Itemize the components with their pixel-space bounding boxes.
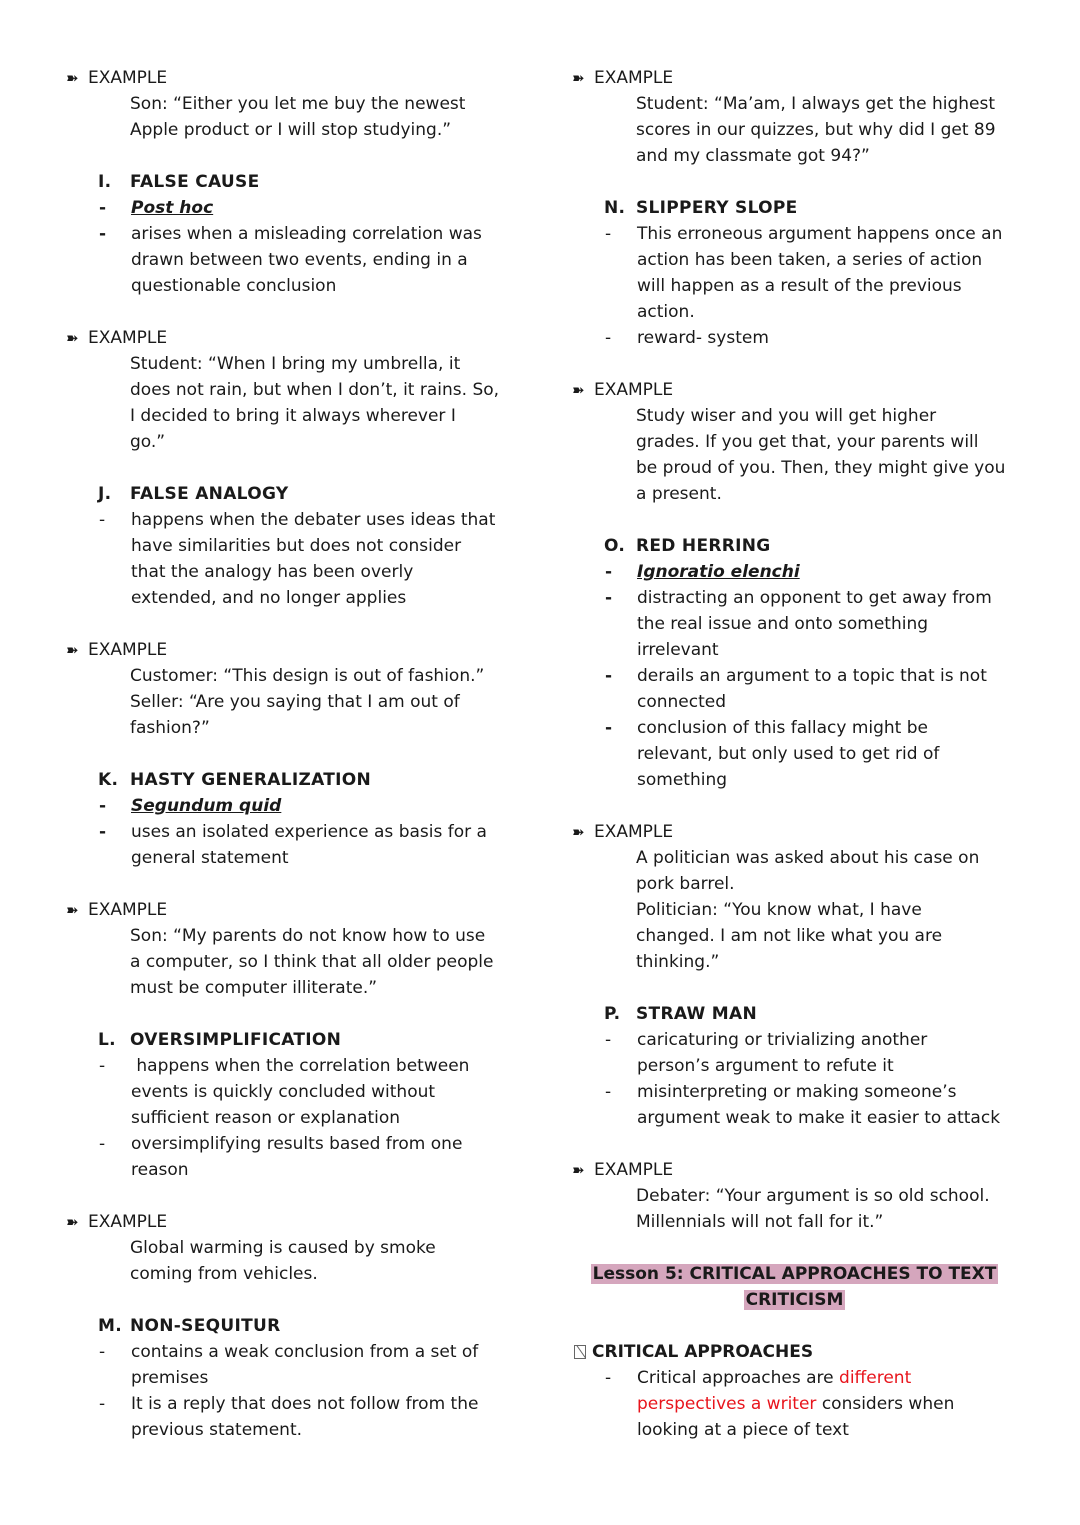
highlighted-text: different xyxy=(839,1368,912,1388)
bullet-line: argument weak to make it easier to attack xyxy=(637,1108,1001,1128)
bullet-line: contains a weak conclusion from a set of xyxy=(131,1342,479,1362)
bullet-line: looking at a piece of text xyxy=(637,1420,849,1440)
item-letter: J. xyxy=(98,484,112,504)
example-line: and my classmate got 94?” xyxy=(636,146,870,166)
bullet: - derails an argument to a topic that is not connected xyxy=(572,663,1032,715)
example-label: EXAMPLE xyxy=(594,68,674,88)
example-line: a present. xyxy=(636,484,722,504)
bullet-line xyxy=(637,1391,1032,1417)
example-line: Student: “When I bring my umbrella, it xyxy=(130,354,461,374)
example-line: Son: “Either you let me buy the newest xyxy=(130,94,466,114)
left-column xyxy=(66,65,526,1443)
bullet-line: events is quickly concluded without xyxy=(131,1082,436,1102)
example-label: EXAMPLE xyxy=(88,900,168,920)
bullet-line: that the analogy has been overly xyxy=(131,562,414,582)
double-arrow-right-icon: ➽ xyxy=(572,69,582,87)
bullet-line: distracting an opponent to get away from xyxy=(637,588,992,608)
bullet-line: the real issue and onto something xyxy=(637,614,929,634)
bullet: - oversimplifying results based from one reason xyxy=(66,1131,526,1183)
latin-term: - Post hoc xyxy=(66,195,526,221)
bullet-line: sufficient reason or explanation xyxy=(131,1108,401,1128)
example-body xyxy=(66,351,526,455)
example-line: Seller: “Are you saying that I am out of xyxy=(130,692,460,712)
example-line: Millennials will not fall for it.” xyxy=(636,1212,884,1232)
example-line: coming from vehicles. xyxy=(130,1264,318,1284)
bullet-line: drawn between two events, ending in a xyxy=(131,250,468,270)
example-line: I decided to bring it always wherever I xyxy=(130,406,456,426)
bullet: - misinterpreting or making someone’s argument weak to make it easier to attack xyxy=(572,1079,1032,1131)
example-line: Son: “My parents do not know how to use xyxy=(130,926,486,946)
fallacy-heading-false-analogy xyxy=(66,481,526,507)
text-run: Critical approaches are xyxy=(637,1368,840,1388)
example-line: Student: “Ma’am, I always get the highest xyxy=(636,94,996,114)
example-line: go.” xyxy=(130,432,166,452)
example-label: EXAMPLE xyxy=(594,1160,674,1180)
item-letter: N. xyxy=(604,198,626,218)
bullet-line: previous statement. xyxy=(131,1420,303,1440)
item-title: HASTY GENERALIZATION xyxy=(130,770,372,790)
example-label: EXAMPLE xyxy=(88,1212,168,1232)
example-heading xyxy=(572,1157,1032,1183)
bullet-line: happens when the debater uses ideas that xyxy=(131,510,496,530)
bullet-line: uses an isolated experience as basis for a xyxy=(131,822,487,842)
bullet: - caricaturing or trivializing another person’s argument to refute it xyxy=(572,1027,1032,1079)
bullet: - Critical approaches are different perspectives a writer considers when looking at a piece of text xyxy=(572,1365,1032,1443)
example-heading xyxy=(572,819,1032,845)
bullet-line: have similarities but does not consider xyxy=(131,536,462,556)
example-heading xyxy=(66,65,526,91)
bullet-line: caricaturing or trivializing another xyxy=(637,1030,928,1050)
bullet-line: general statement xyxy=(131,848,289,868)
example-line: Politician: “You know what, I have xyxy=(636,900,922,920)
item-title: RED HERRING xyxy=(636,536,771,556)
bullet-line: questionable conclusion xyxy=(131,276,337,296)
latin-text: Ignoratio elenchi xyxy=(637,562,800,582)
bullet-line: relevant, but only used to get rid of xyxy=(637,744,940,764)
bullet-line: extended, and no longer applies xyxy=(131,588,407,608)
item-title: SLIPPERY SLOPE xyxy=(636,198,798,218)
bullet: - arises when a misleading correlation was drawn between two events, ending in a questionable conclusion xyxy=(66,221,526,299)
example-line: Apple product or I will stop studying.” xyxy=(130,120,452,140)
item-letter: L. xyxy=(98,1030,116,1050)
double-arrow-right-icon: ➽ xyxy=(66,329,76,347)
section-title: CRITICAL APPROACHES xyxy=(592,1342,814,1362)
example-line: must be computer illiterate.” xyxy=(130,978,378,998)
example-body xyxy=(572,1183,1032,1235)
example-body xyxy=(66,923,526,1001)
bullet-line: It is a reply that does not follow from the xyxy=(131,1394,479,1414)
example-line: grades. If you get that, your parents will xyxy=(636,432,979,452)
bullet: - This erroneous argument happens once an action has been taken, a series of action will happen as a result of the previous action. xyxy=(572,221,1032,325)
fallacy-heading-false-cause xyxy=(66,169,526,195)
checkbox-icon xyxy=(574,1345,586,1359)
lesson-heading xyxy=(572,1261,1017,1313)
example-line: a computer, so I think that all older people xyxy=(130,952,494,972)
double-arrow-right-icon: ➽ xyxy=(572,1161,582,1179)
bullet-line: action. xyxy=(637,302,695,322)
text-run: considers when xyxy=(816,1394,955,1414)
example-line: Global warming is caused by smoke xyxy=(130,1238,436,1258)
lesson-title-line: CRITICISM xyxy=(745,1290,844,1310)
highlighted-text: perspectives a writer xyxy=(637,1394,817,1414)
item-letter: O. xyxy=(604,536,626,556)
latin-term: - Ignoratio elenchi xyxy=(572,559,1032,585)
item-letter: M. xyxy=(98,1316,122,1336)
item-title: FALSE ANALOGY xyxy=(130,484,289,504)
item-title: STRAW MAN xyxy=(636,1004,757,1024)
latin-text: Segundum quid xyxy=(131,796,282,816)
example-label: EXAMPLE xyxy=(88,640,168,660)
example-body xyxy=(66,1235,526,1287)
example-line: Debater: “Your argument is so old school. xyxy=(636,1186,990,1206)
bullet-line: misinterpreting or making someone’s xyxy=(637,1082,957,1102)
example-body xyxy=(572,91,1032,169)
bullet-line: oversimplifying results based from one xyxy=(131,1134,463,1154)
right-column xyxy=(572,65,1032,1443)
bullet-line: person’s argument to refute it xyxy=(637,1056,894,1076)
item-letter: I. xyxy=(98,172,112,192)
double-arrow-right-icon: ➽ xyxy=(66,1213,76,1231)
fallacy-heading-slippery-slope xyxy=(572,195,1032,221)
bullet-line xyxy=(637,1365,1032,1391)
fallacy-heading-red-herring xyxy=(572,533,1032,559)
fallacy-heading-non-sequitur xyxy=(66,1313,526,1339)
example-body xyxy=(572,403,1032,507)
example-line: Study wiser and you will get higher xyxy=(636,406,937,426)
example-line: be proud of you. Then, they might give you xyxy=(636,458,1006,478)
example-label: EXAMPLE xyxy=(88,68,168,88)
example-heading xyxy=(66,637,526,663)
example-line: scores in our quizzes, but why did I get 89 xyxy=(636,120,996,140)
bullet-line: derails an argument to a topic that is not xyxy=(637,666,987,686)
bullet-line: This erroneous argument happens once an xyxy=(637,224,1003,244)
bullet-line: arises when a misleading correlation was xyxy=(131,224,482,244)
bullet-line: happens when the correlation between xyxy=(131,1056,470,1076)
example-heading xyxy=(66,1209,526,1235)
example-heading xyxy=(66,897,526,923)
double-arrow-right-icon: ➽ xyxy=(66,69,76,87)
bullet-line: reward- system xyxy=(637,328,769,348)
bullet: - happens when the correlation between events is quickly concluded without sufficient reason or explanation xyxy=(66,1053,526,1131)
example-body xyxy=(66,91,526,143)
latin-text: Post hoc xyxy=(131,198,214,218)
item-title: FALSE CAUSE xyxy=(130,172,260,192)
fallacy-heading-straw-man xyxy=(572,1001,1032,1027)
example-heading xyxy=(572,377,1032,403)
bullet-line: conclusion of this fallacy might be xyxy=(637,718,928,738)
bullet: - contains a weak conclusion from a set of premises xyxy=(66,1339,526,1391)
double-arrow-right-icon: ➽ xyxy=(66,901,76,919)
example-label: EXAMPLE xyxy=(88,328,168,348)
double-arrow-right-icon: ➽ xyxy=(572,823,582,841)
example-line: does not rain, but when I don’t, it rains. So, xyxy=(130,380,500,400)
example-heading xyxy=(66,325,526,351)
item-title: OVERSIMPLIFICATION xyxy=(130,1030,342,1050)
example-label: EXAMPLE xyxy=(594,822,674,842)
lesson-title-line: Lesson 5: CRITICAL APPROACHES TO TEXT xyxy=(592,1264,997,1284)
example-line: A politician was asked about his case on xyxy=(636,848,980,868)
double-arrow-right-icon: ➽ xyxy=(66,641,76,659)
example-label: EXAMPLE xyxy=(594,380,674,400)
fallacy-heading-oversimplification xyxy=(66,1027,526,1053)
bullet-line: action has been taken, a series of action xyxy=(637,250,983,270)
bullet-line: irrelevant xyxy=(637,640,719,660)
bullet: - distracting an opponent to get away from the real issue and onto something irrelevant xyxy=(572,585,1032,663)
item-letter: P. xyxy=(604,1004,621,1024)
bullet-line: reason xyxy=(131,1160,189,1180)
example-body xyxy=(572,845,1032,975)
bullet: - It is a reply that does not follow from the previous statement. xyxy=(66,1391,526,1443)
bullet-line: will happen as a result of the previous xyxy=(637,276,962,296)
bullet: - conclusion of this fallacy might be relevant, but only used to get rid of something xyxy=(572,715,1032,793)
bullet-line: premises xyxy=(131,1368,209,1388)
example-body xyxy=(66,663,526,741)
example-line: changed. I am not like what you are xyxy=(636,926,943,946)
example-heading xyxy=(572,65,1032,91)
example-line: fashion?” xyxy=(130,718,210,738)
critical-approaches-heading xyxy=(572,1339,1032,1365)
bullet-line: something xyxy=(637,770,728,790)
bullet: - reward- system xyxy=(572,325,1032,351)
fallacy-heading-hasty-generalization xyxy=(66,767,526,793)
bullet: - happens when the debater uses ideas that have similarities but does not consider that the analogy has been overly extended, and no longer applies xyxy=(66,507,526,611)
example-line: pork barrel. xyxy=(636,874,735,894)
bullet: - uses an isolated experience as basis for a general statement xyxy=(66,819,526,871)
bullet-line: connected xyxy=(637,692,727,712)
item-title: NON-SEQUITUR xyxy=(130,1316,281,1336)
double-arrow-right-icon: ➽ xyxy=(572,381,582,399)
example-line: Customer: “This design is out of fashion.” xyxy=(130,666,485,686)
latin-term: - Segundum quid xyxy=(66,793,526,819)
item-letter: K. xyxy=(98,770,119,790)
example-line: thinking.” xyxy=(636,952,720,972)
